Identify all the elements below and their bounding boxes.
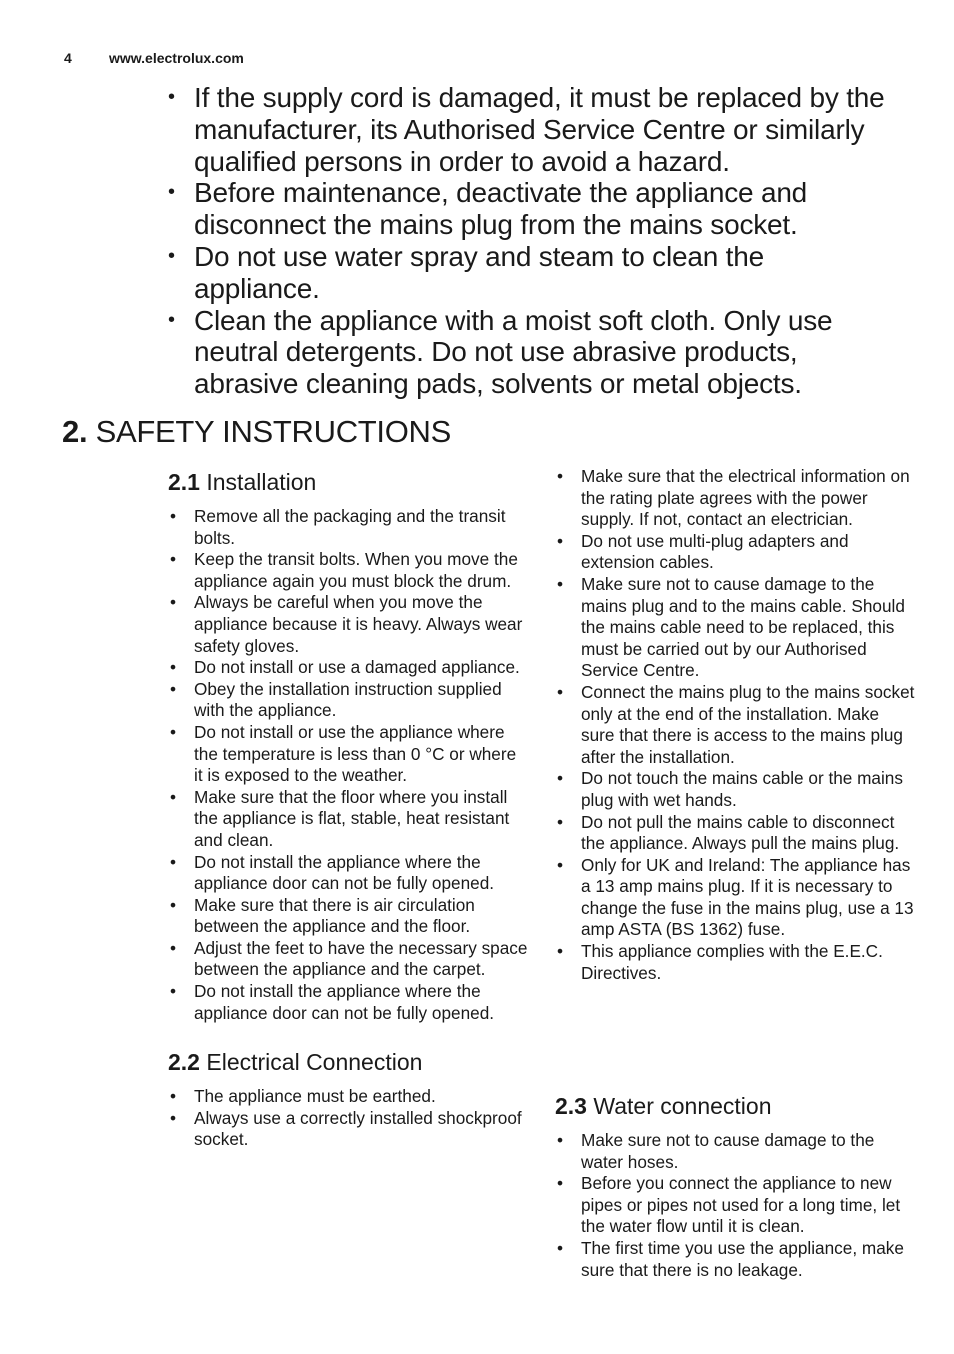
subsection-number: 2.3 bbox=[555, 1093, 587, 1119]
list-item: • Always be careful when you move the appliance because it is heavy. Always wear safety gloves. bbox=[168, 592, 528, 657]
installation-heading bbox=[168, 466, 528, 498]
list-item: • The appliance must be earthed. bbox=[168, 1086, 528, 1108]
section-number: 2. bbox=[62, 414, 88, 449]
list-item: • Make sure that the electrical information on the rating plate agrees with the power supply. If not, contact an electrician. bbox=[555, 466, 915, 531]
list-item: • Do not install the appliance where the appliance door can not be fully opened. bbox=[168, 852, 528, 895]
page-number: 4 bbox=[64, 50, 72, 66]
left-column bbox=[168, 466, 528, 1151]
list-item: • Do not install or use the appliance where the temperature is less than 0 °C or where it is exposed to the weather. bbox=[168, 722, 528, 787]
list-item: • Do not install the appliance where the appliance door can not be fully opened. bbox=[168, 981, 528, 1024]
website-link[interactable]: www.electrolux.com bbox=[109, 50, 244, 66]
right-column-lower bbox=[555, 1090, 915, 1281]
list-item: • Only for UK and Ireland: The appliance has a 13 amp mains plug. If it is necessary to change the fuse in the mains plug, use a 13 amp ASTA (BS 1362) fuse. bbox=[555, 855, 915, 941]
list-item: • Do not use multi-plug adapters and extension cables. bbox=[555, 531, 915, 574]
subsection-title: Water connection bbox=[593, 1093, 772, 1119]
list-item: • Obey the installation instruction supplied with the appliance. bbox=[168, 679, 528, 722]
installation-list bbox=[168, 506, 528, 1024]
list-item: • Make sure not to cause damage to the mains plug and to the mains cable. Should the mains cable need to be replaced, this must be carried out by our Authorised Service Centre. bbox=[555, 574, 915, 682]
list-item: • Do not pull the mains cable to disconnect the appliance. Always pull the mains plug. bbox=[555, 812, 915, 855]
electrical-heading bbox=[168, 1046, 528, 1078]
section-title bbox=[62, 414, 451, 450]
list-item: • Always use a correctly installed shockproof socket. bbox=[168, 1108, 528, 1151]
list-item: • Connect the mains plug to the mains socket only at the end of the installation. Make sure that there is access to the mains plug after the installation. bbox=[555, 682, 915, 768]
list-item: • Remove all the packaging and the transit bolts. bbox=[168, 506, 528, 549]
list-item: • Clean the appliance with a moist soft cloth. Only use neutral detergents. Do not use abrasive products, abrasive cleaning pads, solvents or metal objects. bbox=[168, 305, 888, 400]
list-item: • Make sure that the floor where you install the appliance is flat, stable, heat resistant and clean. bbox=[168, 787, 528, 852]
list-item: • Keep the transit bolts. When you move the appliance again you must block the drum. bbox=[168, 549, 528, 592]
list-item: • Do not touch the mains cable or the mains plug with wet hands. bbox=[555, 768, 915, 811]
subsection-number: 2.2 bbox=[168, 1049, 200, 1076]
list-item: • Adjust the feet to have the necessary space between the appliance and the carpet. bbox=[168, 938, 528, 981]
list-item: • Before you connect the appliance to new pipes or pipes not used for a long time, let the water flow until it is clean. bbox=[555, 1173, 915, 1238]
subsection-number: 2.1 bbox=[168, 469, 200, 495]
right-column bbox=[555, 466, 915, 984]
intro-bullet-list bbox=[168, 82, 888, 400]
list-item: • Make sure not to cause damage to the water hoses. bbox=[555, 1130, 915, 1173]
electrical-list-part2 bbox=[555, 466, 915, 984]
subsection-title: Electrical Connection bbox=[206, 1049, 423, 1076]
list-item: • The first time you use the appliance, make sure that there is no leakage. bbox=[555, 1238, 915, 1281]
electrical-list-part1 bbox=[168, 1086, 528, 1151]
water-list bbox=[555, 1130, 915, 1281]
list-item: • Before maintenance, deactivate the appliance and disconnect the mains plug from the mains socket. bbox=[168, 177, 888, 241]
list-item: • This appliance complies with the E.E.C. Directives. bbox=[555, 941, 915, 984]
list-item: • Make sure that there is air circulation between the appliance and the floor. bbox=[168, 895, 528, 938]
page-header bbox=[64, 50, 244, 66]
list-item: • Do not use water spray and steam to clean the appliance. bbox=[168, 241, 888, 305]
water-heading bbox=[555, 1090, 915, 1122]
subsection-title: Installation bbox=[206, 469, 317, 495]
list-item: • If the supply cord is damaged, it must be replaced by the manufacturer, its Authorised Service Centre or similarly qualified persons in order to avoid a hazard. bbox=[168, 82, 888, 177]
list-item: • Do not install or use a damaged appliance. bbox=[168, 657, 528, 679]
section-title-text: SAFETY INSTRUCTIONS bbox=[95, 414, 452, 449]
